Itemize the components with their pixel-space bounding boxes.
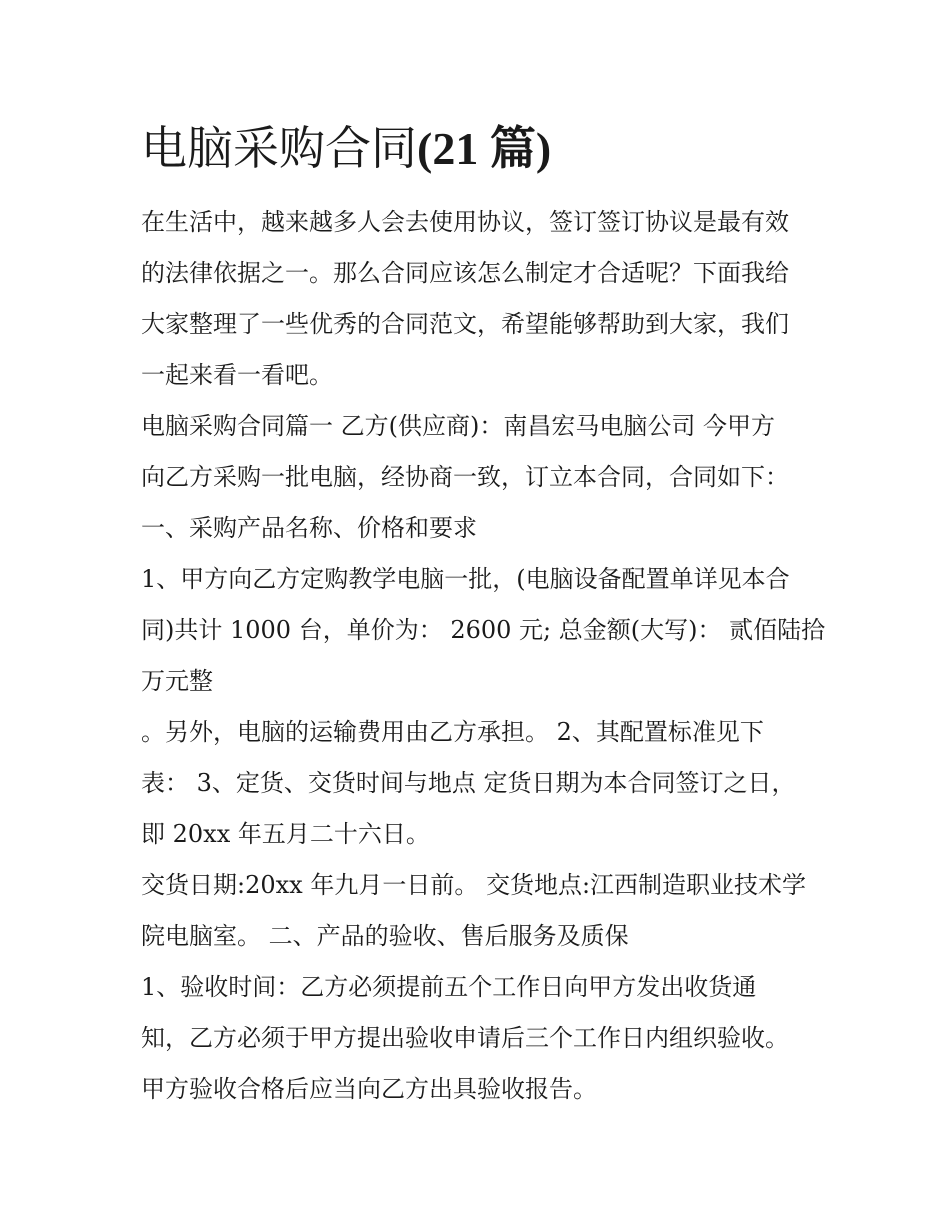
- paragraph-line: 1、甲方向乙方定购教学电脑一批，(电脑设备配置单详见本合: [141, 565, 790, 593]
- paragraph-line: 的法律依据之一。那么合同应该怎么制定才合适呢？下面我给: [141, 259, 789, 287]
- document-title-suffix: (21 篇): [417, 123, 552, 174]
- paragraph-line: 交货日期:20xx 年九月一日前。 交货地点:江西制造职业技术学: [141, 871, 807, 899]
- paragraph-line: 知，乙方必须于甲方提出验收申请后三个工作日内组织验收。: [141, 1024, 789, 1052]
- paragraph-line: 表： 3、定货、交货时间与地点 定货日期为本合同签订之日，: [141, 769, 796, 797]
- paragraph-line: 1、验收时间：乙方必须提前五个工作日向甲方发出收货通: [141, 973, 757, 1001]
- paragraph-line: 万元整: [141, 667, 213, 695]
- document-title-main: 电脑采购合同: [141, 121, 417, 175]
- paragraph-line: 大家整理了一些优秀的合同范文，希望能够帮助到大家，我们: [141, 310, 789, 338]
- paragraph-line: 院电脑室。 二、产品的验收、售后服务及质保: [141, 922, 629, 950]
- document-title: [141, 118, 551, 179]
- paragraph-line: 同)共计 1000 台，单价为： 2600 元; 总金额(大写)： 贰佰陆拾: [141, 616, 826, 644]
- paragraph-line: 即 20xx 年五月二十六日。: [141, 820, 430, 848]
- paragraph-line: 电脑采购合同篇一 乙方(供应商)：南昌宏马电脑公司 今甲方: [141, 412, 775, 440]
- paragraph-line: 向乙方采购一批电脑，经协商一致，订立本合同，合同如下：: [141, 463, 789, 491]
- paragraph-line: 甲方验收合格后应当向乙方出具验收报告。: [141, 1075, 597, 1103]
- paragraph-line: 在生活中，越来越多人会去使用协议，签订签订协议是最有效: [141, 208, 789, 236]
- section-heading: 一、采购产品名称、价格和要求: [141, 514, 477, 542]
- paragraph-line: 。另外，电脑的运输费用由乙方承担。 2、其配置标准见下: [141, 718, 764, 746]
- paragraph-line: 一起来看一看吧。: [141, 361, 333, 389]
